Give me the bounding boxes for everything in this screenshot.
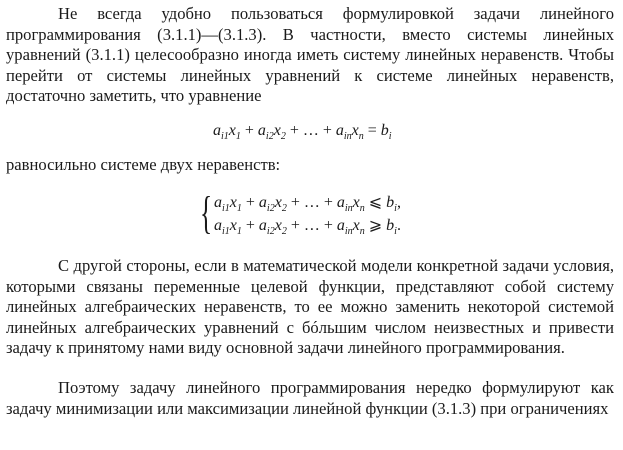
- paragraph-equivalence: равносильно системе двух неравенств:: [6, 155, 281, 174]
- paragraph-intro: Не всегда удобно пользоваться формулировкой задачи линейного программирования (3.1.1)—(3.1.3). В частности, вместо системы линейных уравнений (3.1.1) целесообразно иногда иметь систему линейных неравенств. Чтобы перейти от системы линейных уравнений к системе линейных неравенств, достаточно заметить, что уравнение: [6, 4, 614, 105]
- equation-linear-equality: $a_{i1}x_1 + a_{i2}x_2$ + … + $a_{in}x_n = b_i$: [213, 122, 392, 142]
- system-brace: {: [200, 187, 213, 238]
- paragraph-other-side: С другой стороны, если в математической модели конкретной задачи условия, которыми связаны переменные целевой функции, представляют собой систему линейных алгебраических неравенств, то ее можно заменить некоторой системой линейных алгебраических уравнений с бóльшим числом неизвестных и привести задачу к принятому нами виду основной задачи линейного программирования.: [6, 256, 614, 357]
- equation-inequality-ge: $a_{i1}x_1 + a_{i2}x_2$ + … + $a_{in}x_n$ ⩾ $b_i$.: [214, 217, 401, 237]
- paragraph-formulation: Поэтому задачу линейного программирования нередко формулируют как задачу минимизации или максимизации линейной функции (3.1.3) при ограничениях: [6, 378, 614, 418]
- equation-inequality-le: $a_{i1}x_1 + a_{i2}x_2$ + … + $a_{in}x_n$ ⩽ $b_i$,: [214, 194, 401, 214]
